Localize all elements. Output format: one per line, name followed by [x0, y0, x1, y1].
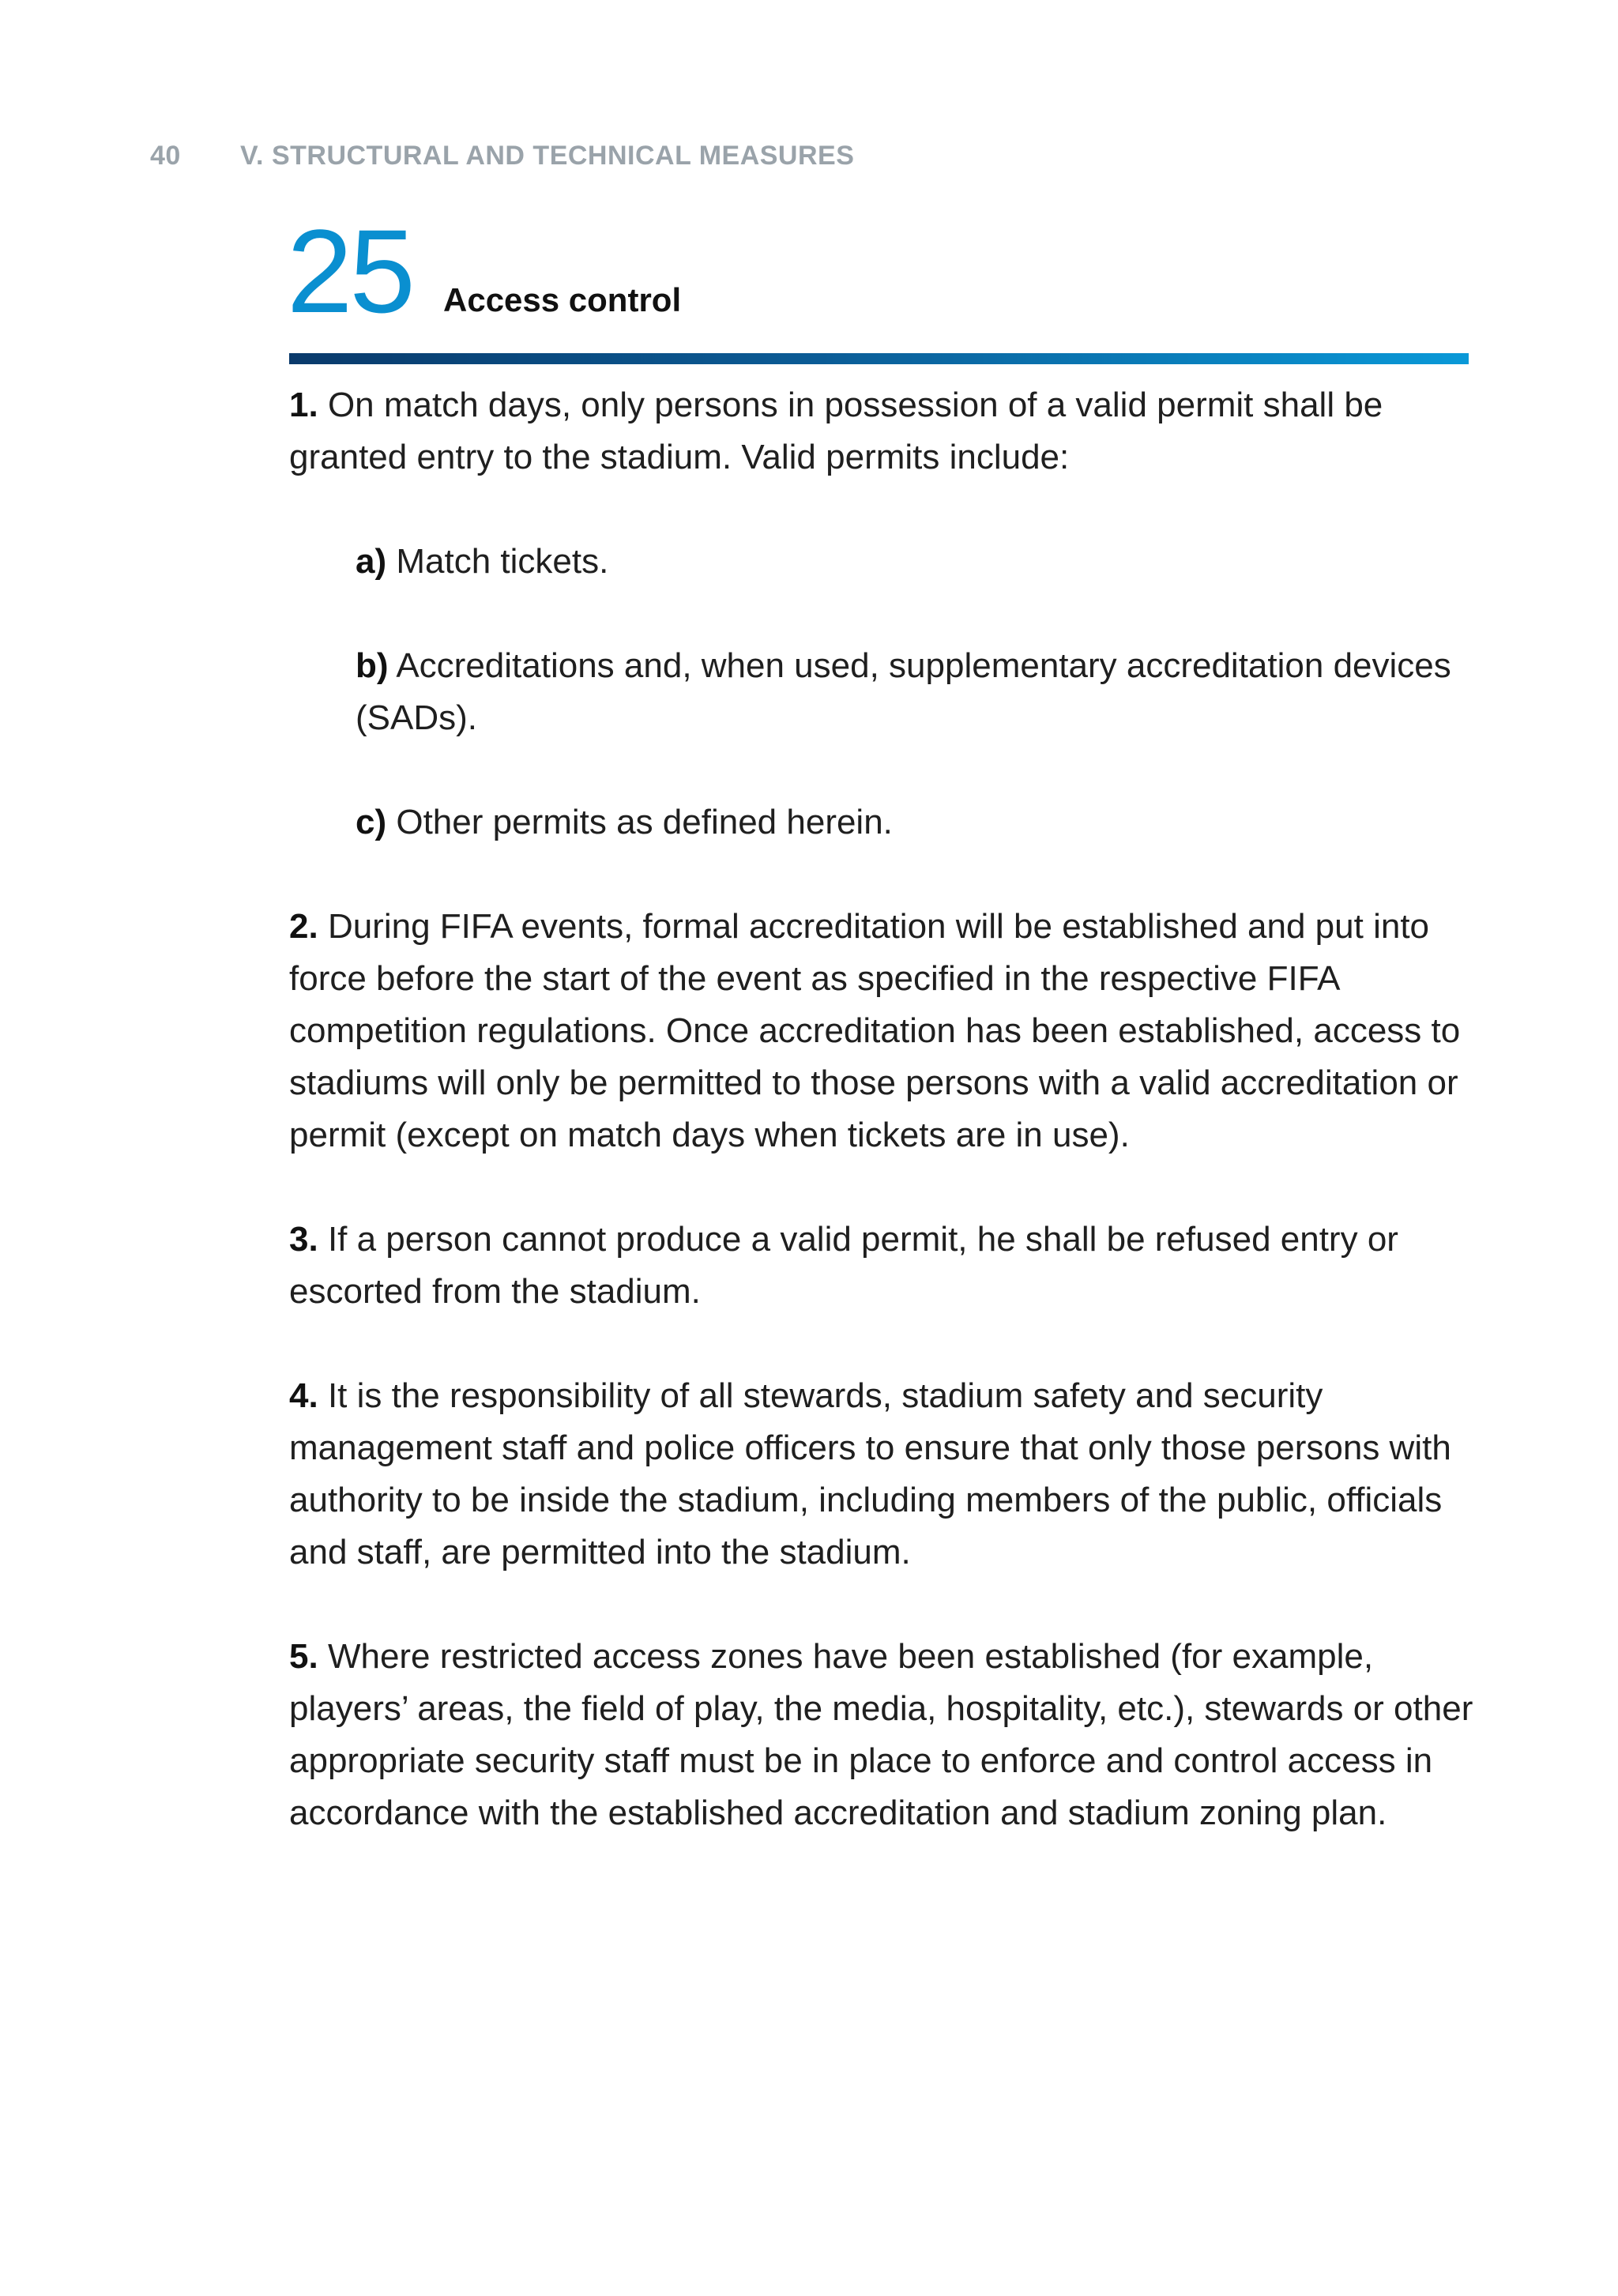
list-marker: c): [356, 803, 387, 841]
paragraph-marker: 4.: [289, 1376, 318, 1415]
list-item-c: [356, 796, 1474, 849]
page-number: 40: [150, 141, 181, 171]
list-item-text: Other permits as defined herein.: [396, 803, 893, 841]
paragraph-text: If a person cannot produce a valid permit, he shall be refused entry or escorted from the stadium.: [289, 1220, 1398, 1311]
paragraph-marker: 1.: [289, 386, 318, 424]
paragraph-marker: 3.: [289, 1220, 318, 1259]
chapter-title: V. STRUCTURAL AND TECHNICAL MEASURES: [240, 141, 855, 171]
list-marker: a): [356, 542, 387, 581]
list-item-a: [356, 536, 1474, 588]
list-item-text: Match tickets.: [396, 542, 609, 581]
paragraph-marker: 2.: [289, 907, 318, 946]
paragraph-marker: 5.: [289, 1637, 318, 1676]
paragraph-1: [289, 379, 1474, 484]
paragraph-text: Where restricted access zones have been established (for example, players’ areas, the field of play, the media, hospitality, etc.), stewards or other appropriate security staff must be in place to enforce and control access in accordance with the established accreditation and stadium zoning plan.: [289, 1637, 1473, 1832]
paragraph-5: [289, 1631, 1474, 1839]
running-header: [150, 141, 854, 171]
paragraph-text: During FIFA events, formal accreditation will be established and put into force before the start of the event as specified in the respective FIFA competition regulations. Once accreditation has been established, access to stadiums will only be permitted to those persons with a valid accreditation or permit (except on match days when tickets are in use).: [289, 907, 1461, 1154]
section-number: 25: [287, 205, 412, 337]
paragraph-3: [289, 1214, 1474, 1318]
section-title: Access control: [443, 281, 682, 318]
section-rule: [289, 353, 1469, 364]
body-text: [289, 379, 1474, 1891]
paragraph-4: [289, 1370, 1474, 1579]
list-marker: b): [356, 646, 389, 685]
paragraph-text: On match days, only persons in possession of a valid permit shall be granted entry to the stadium. Valid permits include:: [289, 386, 1383, 476]
list-item-b: [356, 640, 1474, 744]
paragraph-text: It is the responsibility of all stewards, stadium safety and security management staff and police officers to ensure that only those persons with authority to be inside the stadium, including members of the public, officials and staff, are permitted into the stadium.: [289, 1376, 1451, 1571]
paragraph-2: [289, 901, 1474, 1161]
list-item-text: Accreditations and, when used, supplementary accreditation devices (SADs).: [356, 646, 1451, 737]
